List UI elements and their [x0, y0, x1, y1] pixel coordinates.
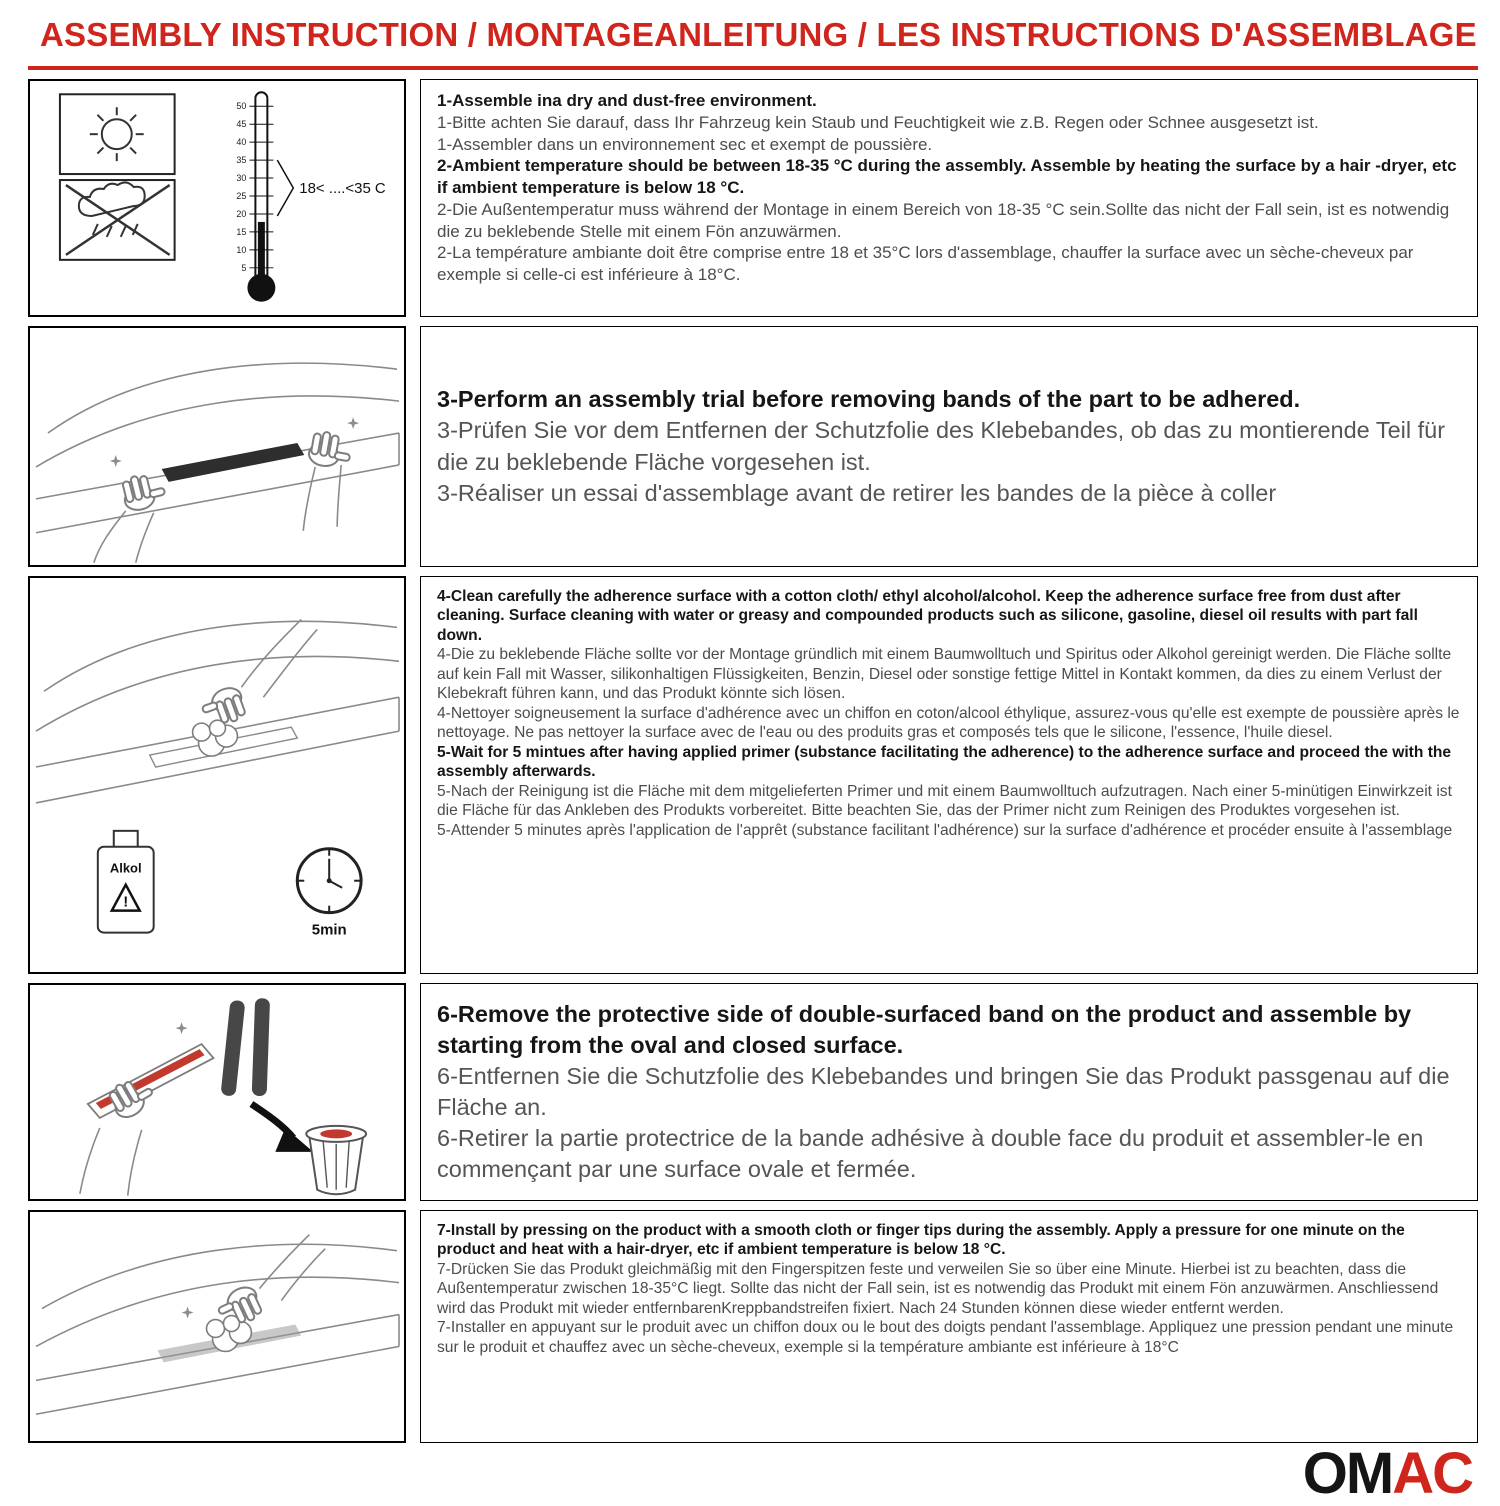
scale-tick: 15 [236, 226, 247, 237]
scale-tick: 40 [236, 137, 247, 148]
spark-icon [176, 1022, 188, 1034]
illustration-press [28, 1210, 406, 1443]
scale-tick: 25 [236, 190, 247, 201]
wait-time-label: 5min [311, 921, 347, 939]
instructions-step-3 [420, 326, 1478, 567]
instruction-fr: 1-Assembler dans un environnement sec et exempt de poussière. [437, 134, 933, 154]
spark-icon [347, 417, 359, 429]
hand-icon [199, 684, 249, 730]
instruction-en: 5-Wait for 5 mintues after having applied primer (substance facilitating the adherence) to the adherence surface and proceed the with the assembly afterwards. [437, 743, 1452, 781]
cloth-icon [193, 720, 238, 756]
instruction-en: 6-Remove the protective side of double-surfaced band on the product and assemble by starting from the oval and closed surface. [437, 1000, 1412, 1058]
instruction-de: 6-Entfernen Sie die Schutzfolie des Klebebandes und bringen Sie das Produkt passgenau auf die Fläche an. [437, 1062, 1450, 1120]
step-row-4 [28, 983, 1478, 1201]
instruction-de: 2-Die Außentemperatur muss während der Montage in einem Bereich von 18-35 °C sein.Sollte das nicht der Fall sein, ist es notwendig die zu beklebende Stelle mit einem Fön anzuwärmen. [437, 199, 1450, 241]
instruction-de: 7-Drücken Sie das Produkt gleichmäßig mit den Fingerspitzen feste und verweilen Sie so über eine Minute. Hierbei ist zu beachten, dass die Außentemperatur zwischen 18-35°C liegt. Sollte das nicht der Fall sein, ist es notwendig das Produkt mit einem Fön anzuwärmen. Anschliessend wird das Produkt mit wieder entfernbarenKreppbandstreifen fixiert. Nach 24 Stunden können diese wieder entfernt werden. [437, 1260, 1439, 1317]
scale-tick: 5 [241, 262, 247, 273]
peel-band-drawing [30, 985, 404, 1199]
protective-band-strips [221, 998, 271, 1097]
thermometer-icon [236, 92, 385, 301]
footer [28, 1441, 1478, 1506]
steps-list [28, 79, 1478, 1443]
page-title: ASSEMBLY INSTRUCTION / MONTAGEANLEITUNG / LES INSTRUCTIONS D'ASSEMBLAGE [40, 16, 1477, 53]
cleaning-drawing [30, 578, 404, 972]
logo-text-red: AC [1392, 1441, 1472, 1506]
instruction-fr: 5-Attender 5 minutes après l'application de l'apprêt (substance facilitant l'adhérence) sur la surface d'adhérence et procéder ensuite à l'assemblage [437, 821, 1453, 839]
scale-tick: 20 [236, 208, 247, 219]
no-rain-icon [66, 182, 170, 254]
spark-icon [182, 1307, 194, 1319]
instruction-fr: 6-Retirer la partie protectrice de la bande adhésive à double face du produit et assembler-le en commençant par une surface ovale et fermée. [437, 1125, 1424, 1183]
instruction-en: 7-Install by pressing on the product with a smooth cloth or finger tips during the assembly. Apply a pressure for one minute on the product and heat with a hair-dryer, etc if ambient temperature is below 18 °C. [437, 1222, 1405, 1259]
title-rule [28, 66, 1478, 70]
step-row-1 [28, 79, 1478, 317]
instruction-fr: 3-Réaliser un essai d'assemblage avant de retirer les bandes de la pièce à coller [437, 479, 1277, 506]
climate-drawing [30, 81, 404, 315]
warning-exclamation: ! [123, 893, 129, 911]
illustration-climate [28, 79, 406, 317]
sun-icon [90, 107, 144, 161]
instruction-de: 5-Nach der Reinigung ist die Fläche mit dem mitgelieferten Primer und mit einem Baumwolltuch aufzutragen. Nach einer 5-minütigen Einwirkzeit ist die Fläche für das Ankleben des Produkts vorbereitet. Bitte beachten Sie, das der Primer nicht zum Reinigen des Produktes vorgesehen ist. [437, 782, 1452, 820]
instruction-fr: 4-Nettoyer soigneusement la surface d'adhérence avec un chiffon en coton/alcool éthylique, assurez-vous qu'elle est exempte de poussière après le nettoyage. Ne pas nettoyer la surface avec de l'eau ou des produits gras et composés tels que le silicone, l'essence, l'huile diesel. [437, 704, 1460, 742]
scale-tick: 30 [236, 173, 247, 184]
temperature-range-label: 18< ....<35 C [299, 180, 386, 198]
trash-bin-icon [306, 1126, 366, 1194]
logo-text-black: OM [1302, 1441, 1393, 1506]
header [28, 8, 1478, 70]
scale-tick: 10 [236, 244, 247, 255]
step-row-3 [28, 576, 1478, 974]
scale-tick: 35 [236, 155, 247, 166]
instruction-fr: 7-Installer en appuyant sur le produit avec un chiffon doux ou le bout des doigts pendant l'assemblage. Appliquez une pression pendant une minute sur le produit et chauffez avec un sèche-cheveux, exemple si la température ambiante est inférieure à 18°C [437, 1319, 1454, 1356]
instructions-step-7 [420, 1210, 1478, 1443]
instructions-step-4-5 [420, 576, 1478, 974]
scale-tick: 50 [236, 101, 247, 112]
illustration-trial-fit [28, 326, 406, 567]
instructions-step-6 [420, 983, 1478, 1201]
instruction-de: 4-Die zu beklebende Fläche sollte vor der Montage gründlich mit einem Baumwolltuch und Spiritus oder Alkohol gereinigt werden. Die Fläche sollte auf kein Fall mit Wasser, silikonhaltigen Flüssigkeiten, Benzin, Diesel oder sonstige fettige Mittel in Kontakt kommen, da dies zu einem Verlust der Klebekraft führen kann, und das Produkt könnte sich lösen. [437, 646, 1452, 703]
door-sill-trim [162, 443, 305, 482]
alcohol-bottle-icon [98, 831, 154, 933]
instruction-en: 1-Assemble ina dry and dust-free environment. [437, 91, 817, 110]
clock-icon [297, 849, 361, 939]
spark-icon [110, 455, 122, 467]
sun-box [60, 94, 175, 174]
instructions-step-1-2 [420, 79, 1478, 317]
illustration-peel-band [28, 983, 406, 1201]
instruction-de: 1-Bitte achten Sie darauf, dass Ihr Fahrzeug kein Staub und Feuchtigkeit wie z.B. Regen oder Schnee ausgesetzt ist. [437, 112, 1319, 132]
step-row-5 [28, 1210, 1478, 1443]
right-hand-icon [307, 430, 353, 470]
instruction-en: 4-Clean carefully the adherence surface with a cotton cloth/ ethyl alcohol/alcohol. Keep the adherence surface free from dust after cleaning. Surface cleaning with water or greasy and compounded products such as silicone, gasoline, diesel oil results with part fall down. [437, 588, 1418, 644]
instruction-en: 3-Perform an assembly trial before removing bands of the part to be adhered. [437, 386, 1301, 413]
bottle-label: Alkol [109, 860, 142, 876]
instruction-fr: 2-La température ambiante doit être comprise entre 18 et 35°C lors d'assemblage, chauffer la surface avec un sèche-cheveux par exemple si celle-ci est inférieure à 18°C. [437, 243, 1414, 284]
press-drawing [30, 1212, 404, 1441]
illustration-cleaning [28, 576, 406, 974]
omac-logo [1302, 1441, 1472, 1506]
instruction-de: 3-Prüfen Sie vor dem Entfernen der Schutzfolie des Klebebandes, ob das zu montierende Teil für die zu beklebende Fläche vorgesehen ist. [437, 417, 1446, 475]
instruction-en: 2-Ambient temperature should be between 18-35 °C during the assembly. Assemble by heating the surface by a hair -dryer, etc if ambient temperature is below 18 °C. [437, 156, 1457, 197]
scale-tick: 45 [236, 119, 247, 130]
step-row-2 [28, 326, 1478, 567]
trial-fit-drawing [30, 328, 404, 565]
